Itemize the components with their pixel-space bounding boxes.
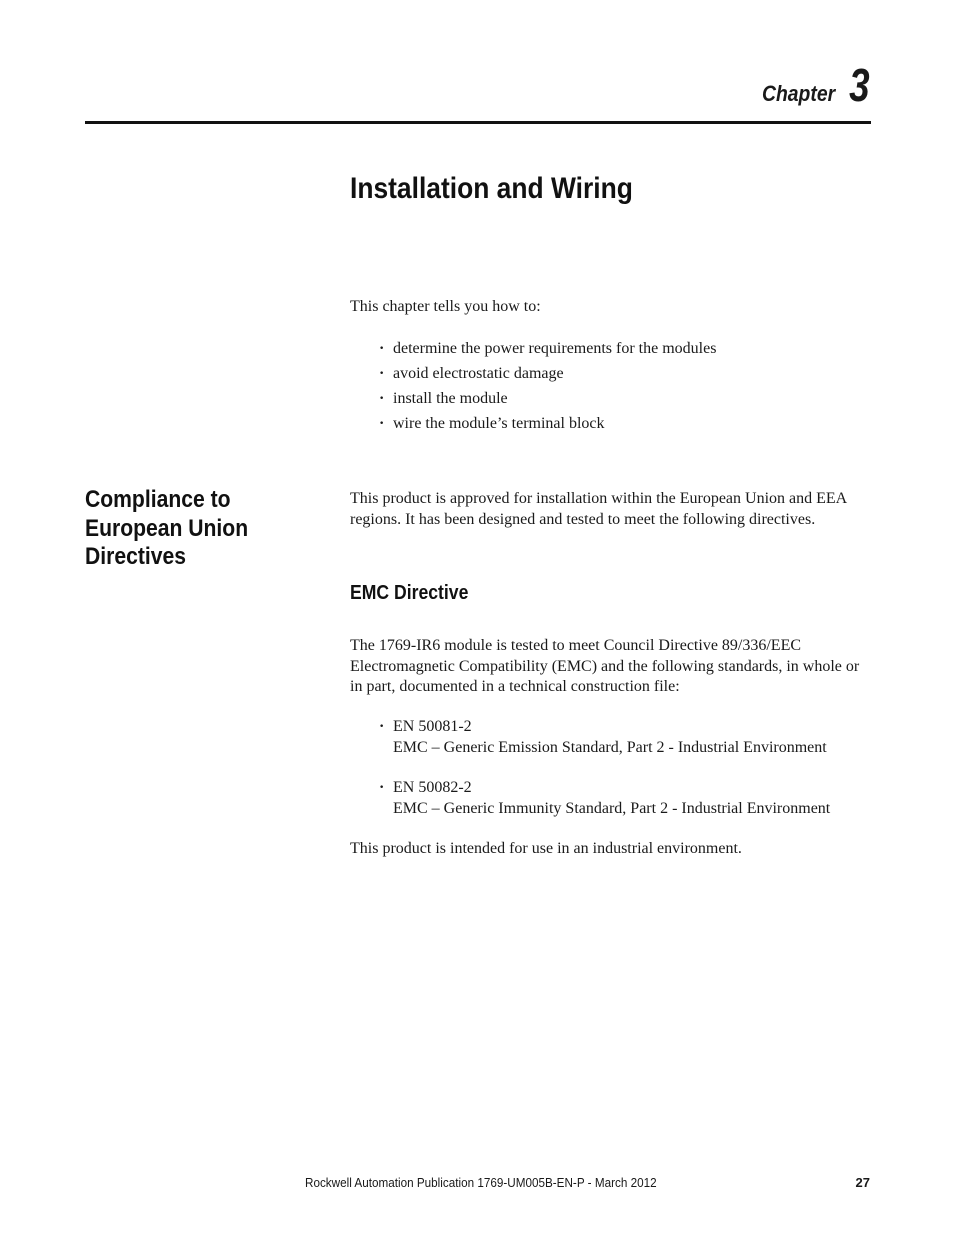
intro-bullet-list [379, 336, 716, 436]
bullet-dot: · [379, 718, 385, 735]
standard-description: EMC – Generic Immunity Standard, Part 2 - Industrial Environment [393, 799, 831, 817]
list-item: · install the module [379, 386, 716, 411]
list-item: · wire the module’s terminal block [379, 411, 716, 436]
page-number: 27 [855, 1175, 870, 1190]
chapter-number: 3 [849, 59, 870, 111]
compliance-text: This product is approved for installation within the European Union and EEA regions. It has been designed and tested to meet the following directives. [350, 490, 847, 528]
emc-text: The 1769-IR6 module is tested to meet Council Directive 89/336/EEC Electromagnetic Compatibility (EMC) and the following standards, in whole or in part, documented in a technical construction file: [350, 637, 860, 695]
chapter-header [752, 59, 870, 111]
compliance-heading: Compliance to European Union Directives [85, 486, 249, 570]
standard-item [379, 717, 827, 758]
standard-description: EMC – Generic Emission Standard, Part 2 - Industrial Environment [393, 738, 827, 756]
bullet-dot: · [379, 779, 385, 796]
chapter-label: Chapter [762, 81, 836, 106]
standard-code: EN 50081-2 [393, 718, 472, 735]
standard-code: EN 50082-2 [393, 779, 472, 796]
footer-publication: Rockwell Automation Publication 1769-UM005B-EN-P - March 2012 [305, 1175, 657, 1190]
page-title: Installation and Wiring [350, 172, 633, 205]
list-item: · avoid electrostatic damage [379, 361, 716, 386]
intro-text: This chapter tells you how to: [350, 298, 541, 315]
closing-text: This product is intended for use in an industrial environment. [350, 840, 742, 857]
standard-item [379, 778, 830, 819]
list-item: · determine the power requirements for the modules [379, 336, 716, 361]
header-rule [85, 121, 871, 124]
emc-heading: EMC Directive [350, 582, 469, 604]
